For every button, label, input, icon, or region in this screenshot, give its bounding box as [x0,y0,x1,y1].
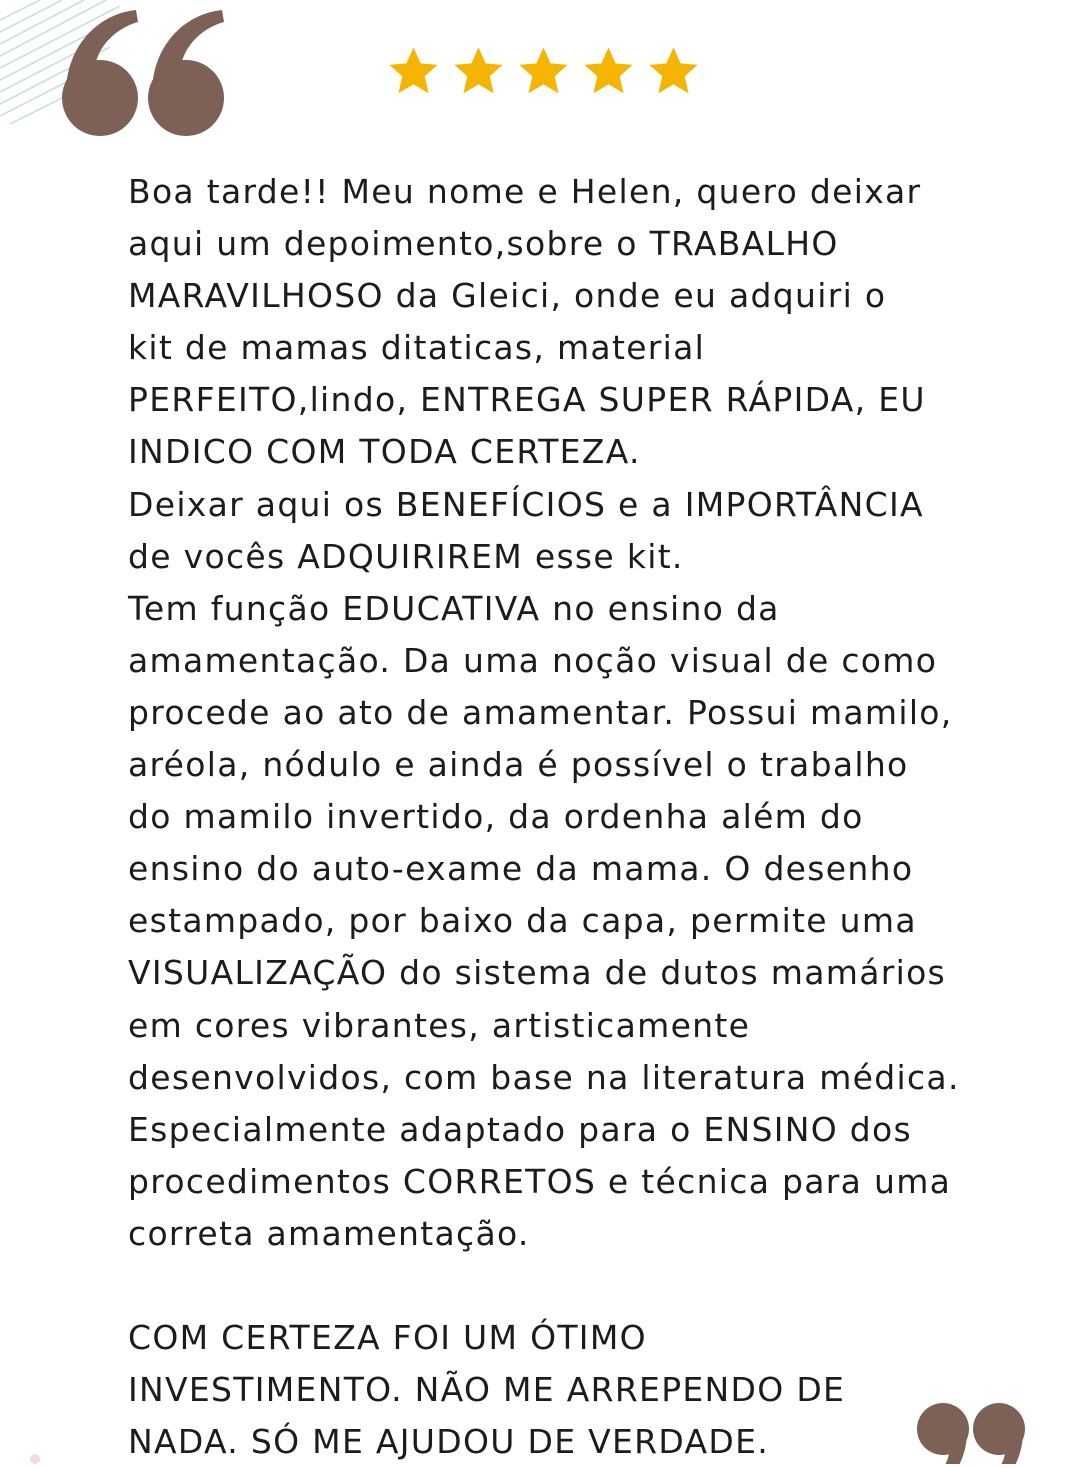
star-icon [581,44,636,99]
quote-close-wrapper [915,1395,1030,1464]
star-icon [451,44,506,99]
star-icon [516,44,571,99]
testimonial-paragraph-benefits: Deixar aqui os BENEFÍCIOS e a IMPORTÂNCIA de vocês ADQUIRIREM esse kit. [128,484,924,576]
quote-open-icon [58,6,233,141]
testimonial-paragraph-conclusion: COM CERTEZA FOI UM ÓTIMO INVESTIMENTO. NÃO ME ARREPENDO DE NADA. SÓ ME AJUDOU DE VERDADE. [128,1317,846,1462]
quote-close-icon [915,1395,1030,1464]
testimonial-paragraph-function: Tem função EDUCATIVA no ensino da amamentação. Da uma noção visual de como procede ao ato de amamentar. Possui mamilo, aréola, nódulo e ainda é possível o trabalho do mamilo invertido, da ordenha além do ensino do auto-exame da mama. O desenho estampado, por baixo da capa, permite uma VISUALIZAÇÃO do sistema de dutos mamários em cores vibrantes, artisticamente desenvolvidos, com base na literatura médica. Especialmente adaptado para o ENSINO dos procedimentos CORRETOS e técnica para uma correta amamentação. [128,588,960,1253]
star-icon [646,44,701,99]
testimonial-paragraph-intro: Boa tarde!! Meu nome e Helen, quero deixar aqui um depoimento,sobre o TRABALHO MARAVILHOSO da Gleici, onde eu adquiri o kit de mamas ditaticas, material PERFEITO,lindo, ENTREGA SUPER RÁPIDA, EU INDICO COM TODA CERTEZA. [128,172,926,472]
star-icon [386,44,441,99]
paragraph-spacer [128,1260,1008,1312]
decorative-dot [30,1454,40,1464]
testimonial-text [128,166,1008,1468]
star-rating [386,44,701,99]
